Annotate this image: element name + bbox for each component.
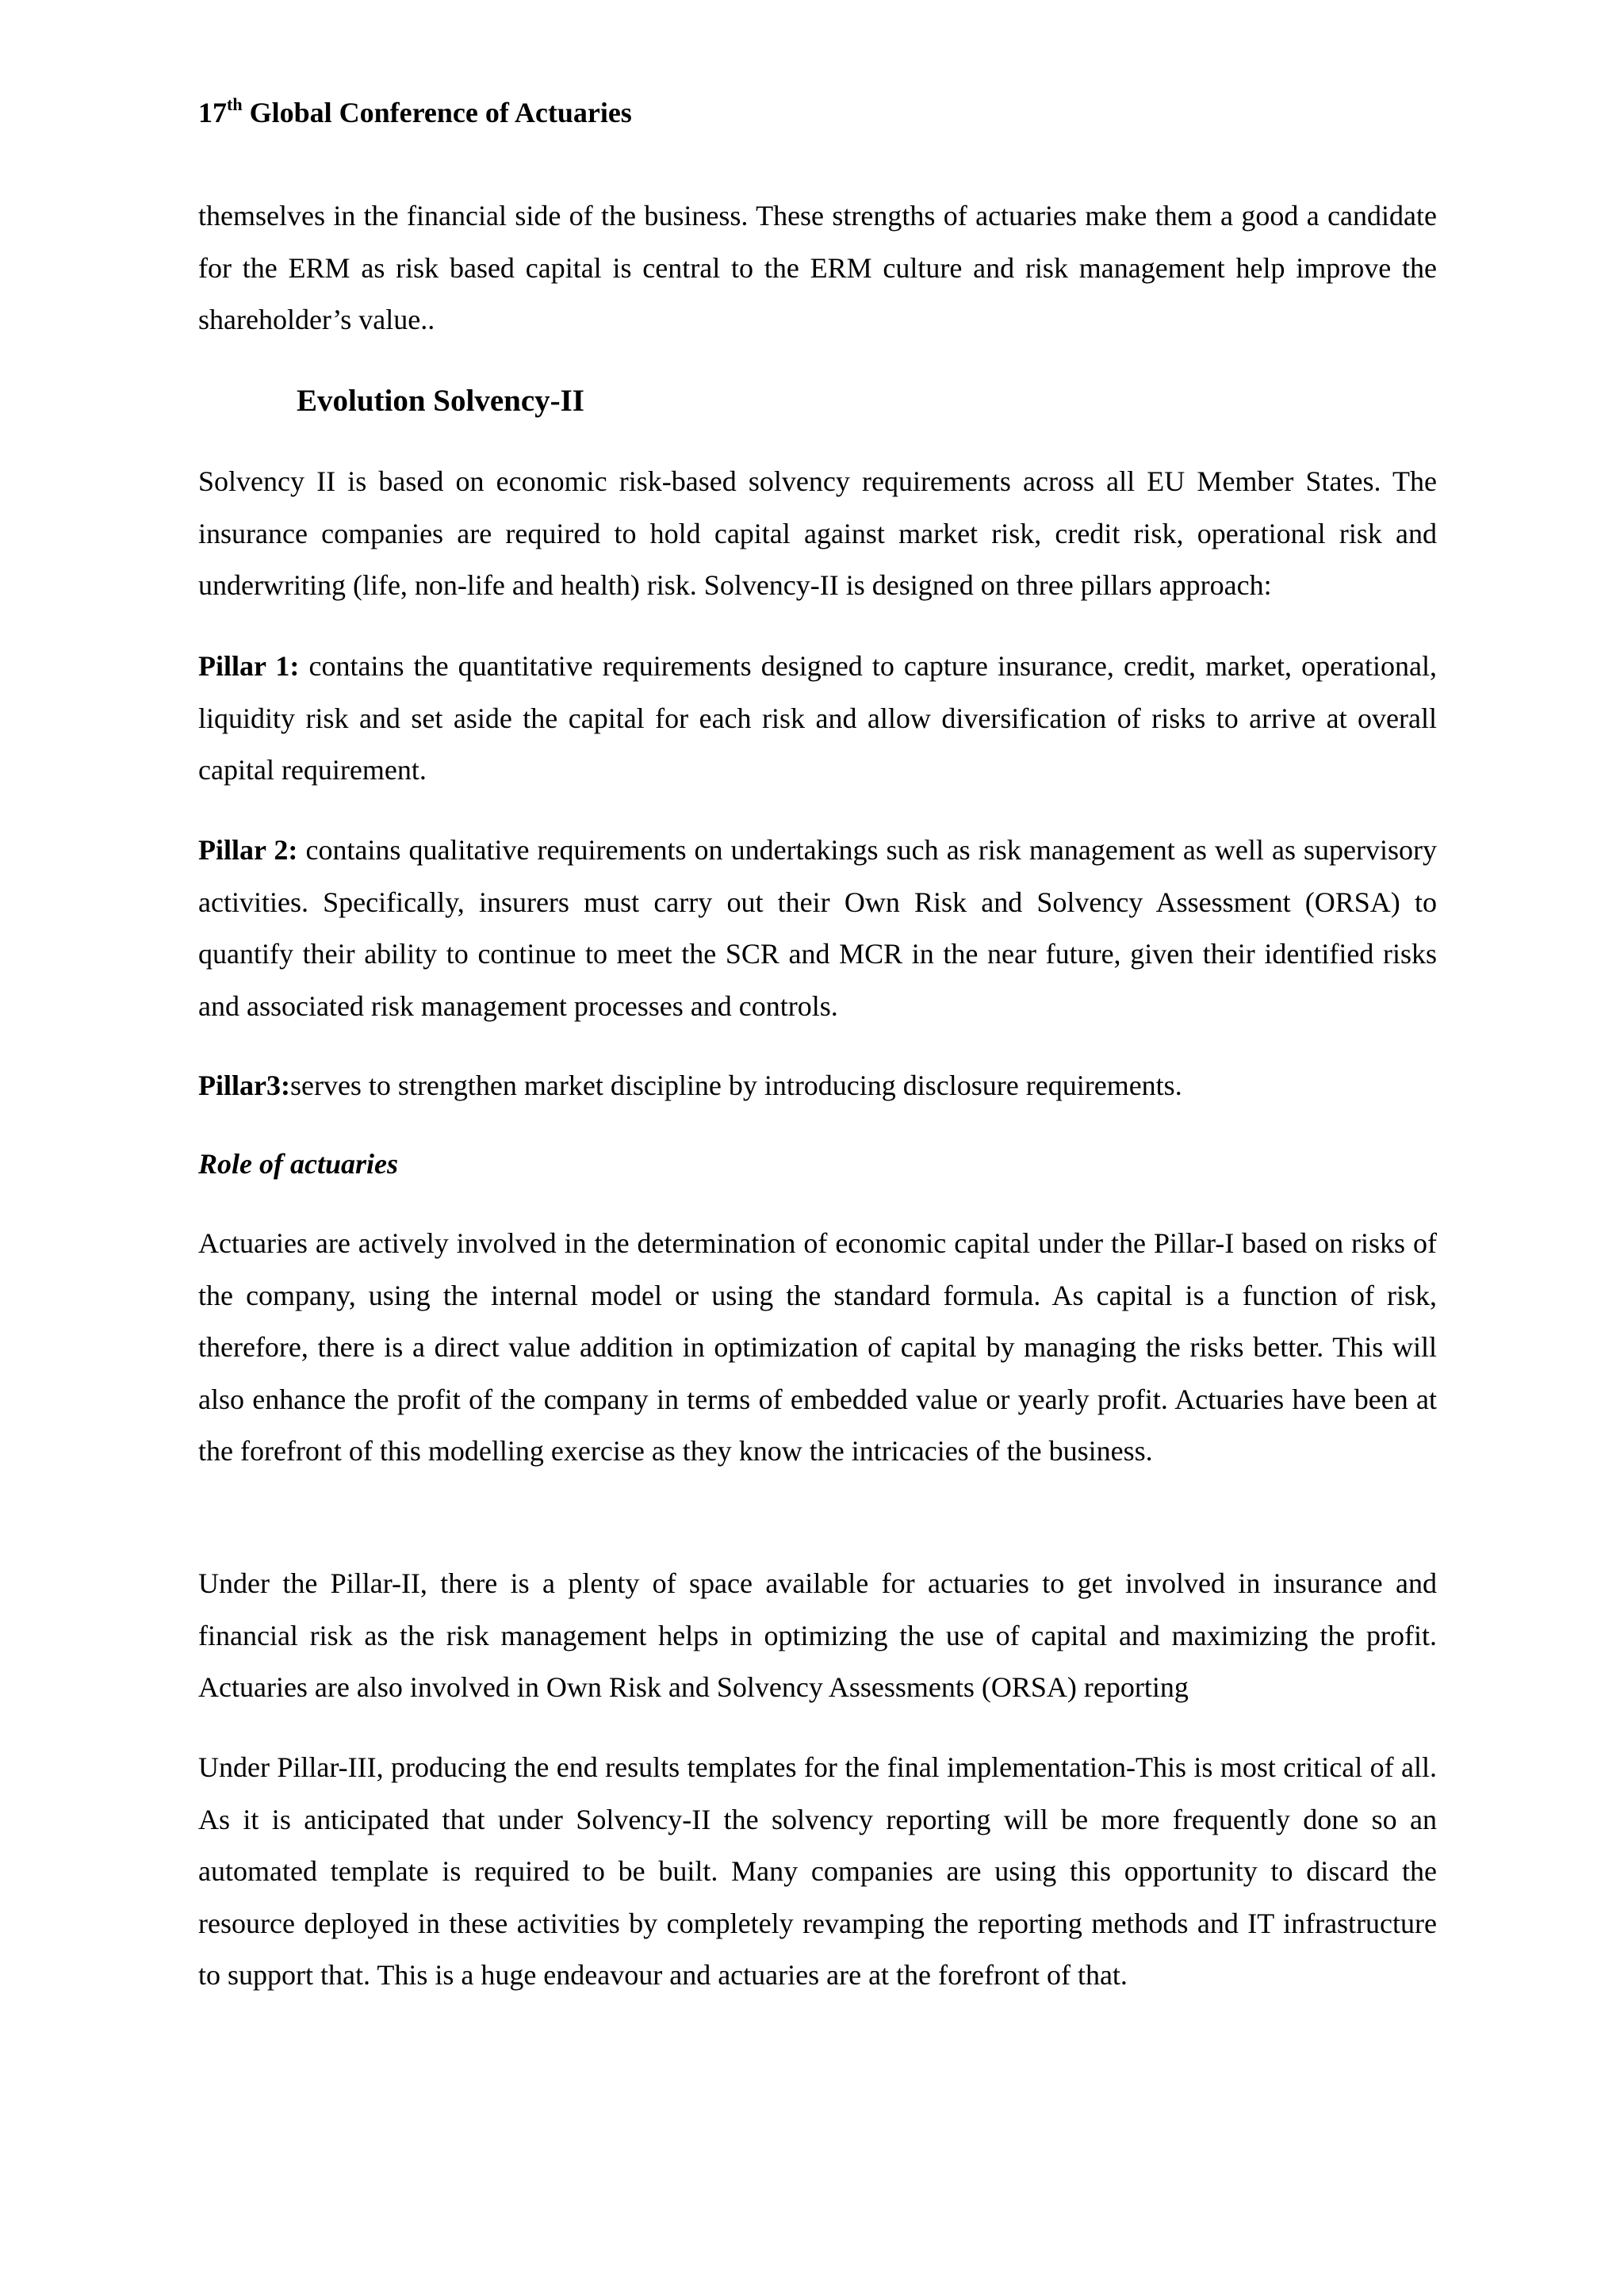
pillar-1-label: Pillar 1: — [198, 650, 300, 682]
role-paragraph-1: Actuaries are actively involved in the determination of economic capital under the Pillar-I based on risks of the company, using the internal model or using the standard formula. As capital is a function of risk, therefore, there is a direct value addition in optimization of capital by managing the risks better. This will also enhance the profit of the company in terms of embedded value or yearly profit. Actuaries have been at the forefront of this modelling exercise as they know the intricacies of the business. — [198, 1227, 1437, 1467]
pillar-2-label: Pillar 2: — [198, 834, 298, 866]
intro-paragraph: themselves in the financial side of the business. These strengths of actuaries make them a good a candidate for the ERM as risk based capital is central to the ERM culture and risk management help improve the shareholder’s value.. — [198, 200, 1437, 335]
section-heading: Evolution Solvency-II — [297, 384, 584, 418]
pillar-3-paragraph — [198, 1060, 1437, 1112]
role-heading: Role of actuaries — [198, 1148, 398, 1180]
pillar-1-text: contains the quantitative requirements designed to capture insurance, credit, market, operational, liquidity risk and set aside the capital for each risk and allow diversification of risks to arrive at overall capital requirement. — [198, 650, 1438, 786]
header-title: Global Conference of Actuaries — [249, 97, 632, 128]
pillar-2-text: contains qualitative requirements on undertakings such as risk management as well as supervisory activities. Specifically, insurers must carry out their Own Risk and Solvency Assessment (ORSA) to quantify their ability to continue to meet the SCR and MCR in the near future, given their identified risks and associated risk management processes and controls. — [198, 834, 1437, 1022]
role-paragraph-2: Under the Pillar-II, there is a plenty of space available for actuaries to get involved in insurance and financial risk as the risk management helps in optimizing the use of capital and maximizing the profit. Actuaries are also involved in Own Risk and Solvency Assessments (ORSA) reporting — [198, 1567, 1437, 1703]
pillar-3-text: serves to strengthen market discipline by introducing disclosure requirements. — [289, 1070, 1182, 1101]
role-paragraph-3: Under Pillar-III, producing the end results templates for the final implementation-This is most critical of all. As it is anticipated that under Solvency-II the solvency reporting will be more frequently done so an automated template is required to be built. Many companies are using this opportunity to discard the resource deployed in these activities by completely revamping the reporting methods and IT infrastructure to support that. This is a huge endeavour and actuaries are at the forefront of that. — [198, 1751, 1437, 1991]
header-superscript: th — [227, 94, 243, 114]
pillar-1-paragraph — [198, 641, 1437, 797]
pillar-3-label: Pillar3: — [198, 1070, 290, 1101]
solvency-paragraph: Solvency II is based on economic risk-based solvency requirements across all EU Member States. The insurance companies are required to hold capital against market risk, credit risk, operational risk and underwriting (life, non-life and health) risk. Solvency-II is designed on three pillars approach: — [198, 465, 1437, 601]
running-header — [198, 94, 632, 132]
pillar-2-paragraph — [198, 825, 1437, 1032]
header-number: 17 — [198, 97, 227, 128]
